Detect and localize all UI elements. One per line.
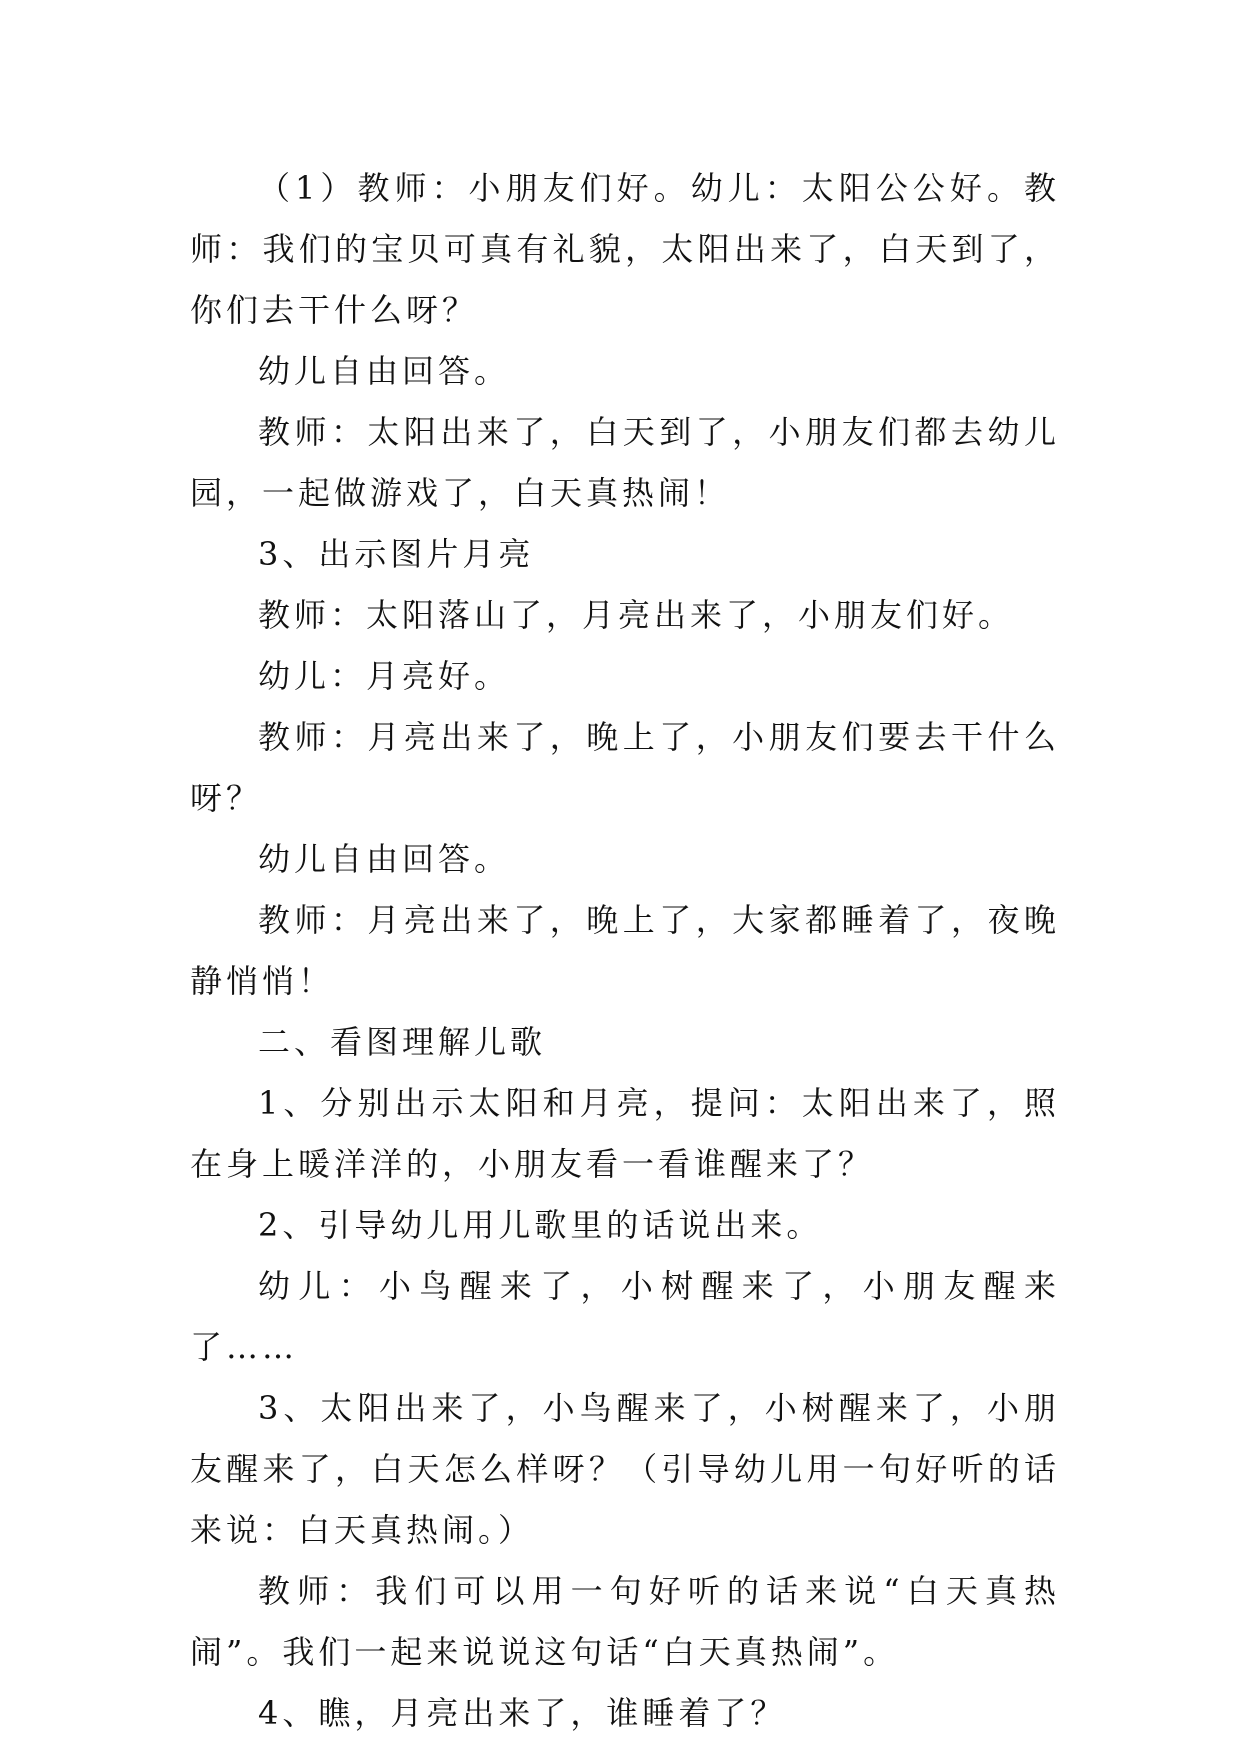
- paragraph: 幼儿自由回答。: [258, 840, 511, 878]
- paragraph: 3、太阳出来了，小鸟醒来了，小树醒来了，小朋友醒来了，白天怎么样呀？（引导幼儿用一句好听的话来说：白天真热闹。）: [190, 1389, 1060, 1549]
- paragraph: 教师：月亮出来了，晚上了，大家都睡着了，夜晚静悄悄！: [190, 901, 1060, 1000]
- paragraph: （1）教师：小朋友们好。幼儿：太阳公公好。教师：我们的宝贝可真有礼貌，太阳出来了，白天到了，你们去干什么呀？: [190, 169, 1060, 329]
- paragraph: 幼儿：小鸟醒来了，小树醒来了，小朋友醒来了……: [190, 1267, 1060, 1366]
- paragraph: 4、瞧，月亮出来了，谁睡着了？: [258, 1694, 787, 1732]
- paragraph: 教师：太阳落山了，月亮出来了，小朋友们好。: [258, 596, 1015, 634]
- paragraph: 3、出示图片月亮: [258, 535, 535, 573]
- paragraph: 教师：太阳出来了，白天到了，小朋友们都去幼儿园，一起做游戏了，白天真热闹！: [190, 413, 1060, 512]
- document-body: [190, 158, 1060, 1744]
- paragraph: 1、分别出示太阳和月亮，提问：太阳出来了，照在身上暖洋洋的，小朋友看一看谁醒来了？: [190, 1084, 1060, 1183]
- paragraph: 幼儿自由回答。: [258, 352, 511, 390]
- paragraph: 幼儿：月亮好。: [258, 657, 511, 695]
- paragraph: 2、引导幼儿用儿歌里的话说出来。: [258, 1206, 823, 1244]
- section-heading: 二、看图理解儿歌: [258, 1023, 547, 1061]
- paragraph: 教师：我们可以用一句好听的话来说“白天真热闹”。我们一起来说说这句话“白天真热闹”。: [190, 1572, 1060, 1671]
- paragraph: 教师：月亮出来了，晚上了，小朋友们要去干什么呀？: [190, 718, 1060, 817]
